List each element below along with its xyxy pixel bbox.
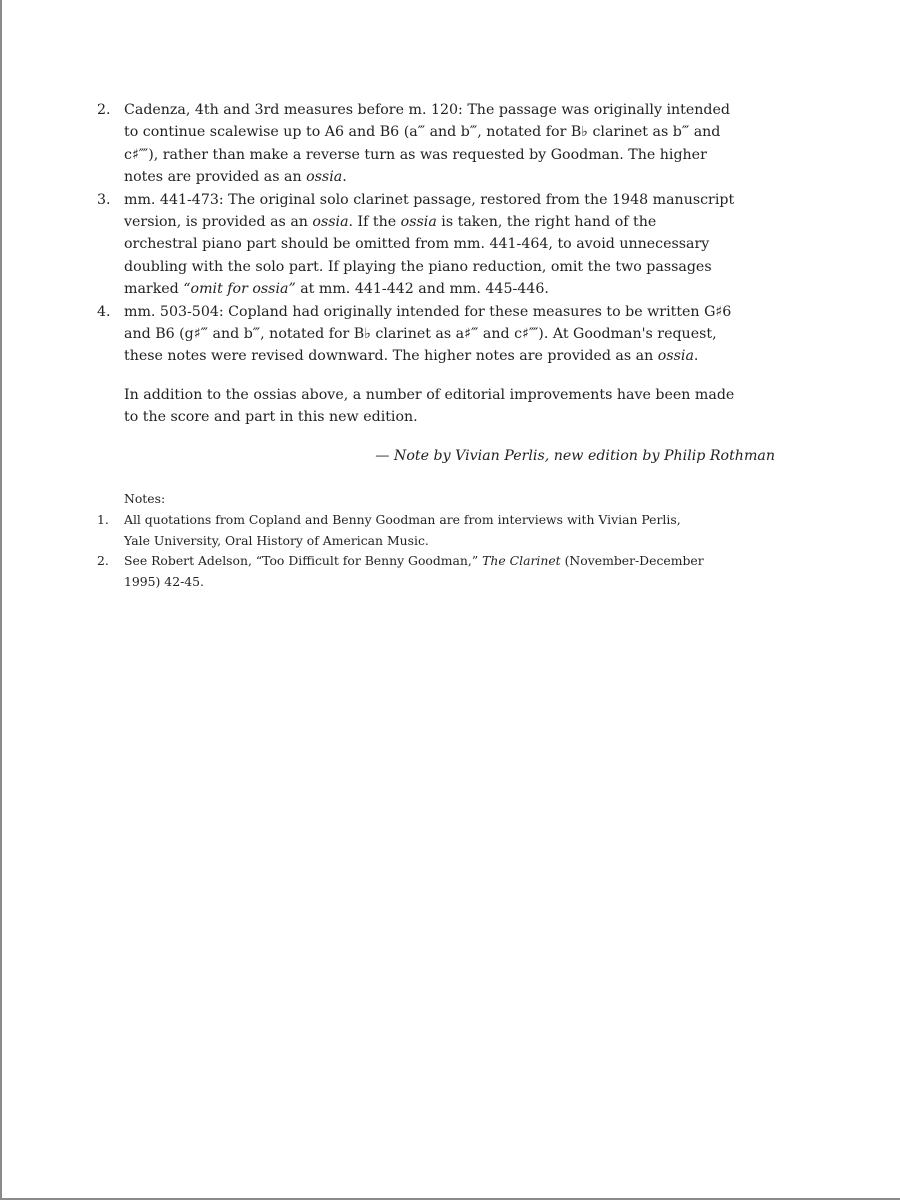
- item-text: [124, 301, 787, 368]
- text-line: 1995) 42-45.: [124, 574, 204, 590]
- text-line: All quotations from Copland and Benny Goodman are from interviews with Vivian Perlis,: [124, 511, 681, 527]
- signature-line: — Note by Vivian Perlis, new edition by Philip Rothman: [375, 447, 775, 464]
- text-line: orchestral piano part should be omitted from mm. 441-464, to avoid unnecessary: [124, 236, 710, 253]
- journal-title: The Clarinet: [482, 553, 561, 569]
- text-line: Yale University, Oral History of American Music.: [124, 532, 429, 548]
- text-fragment: See Robert Adelson, “Too Difficult for Benny Goodman,”: [124, 553, 483, 569]
- item-number: 3.: [97, 191, 111, 208]
- footnote-text: [124, 510, 787, 552]
- punctuation: .: [342, 169, 347, 186]
- text-line: mm. 441-473: The original solo clarinet passage, restored from the 1948 manuscript: [124, 191, 735, 208]
- text-line: mm. 503-504: Copland had originally intended for these measures to be written G♯6: [124, 303, 732, 320]
- spacer: [97, 467, 787, 489]
- text-line: [124, 278, 787, 300]
- text-fragment: these notes were revised downward. The higher notes are provided as an: [124, 348, 658, 365]
- italic-term: ossia: [657, 348, 694, 365]
- spacer: [97, 368, 787, 384]
- text-fragment: marked: [124, 281, 184, 298]
- text-line: Cadenza, 4th and 3rd measures before m. 120: The passage was originally intended: [124, 102, 730, 118]
- text-line: c♯⁗), rather than make a reverse turn as was requested by Goodman. The higher: [124, 146, 707, 163]
- text-line: In addition to the ossias above, a number of editorial improvements have been made: [124, 386, 735, 403]
- ossia-note-item: [97, 99, 787, 189]
- text-line: [124, 211, 787, 233]
- text-line: doubling with the solo part. If playing the piano reduction, omit the two passages: [124, 258, 712, 275]
- item-text: [124, 189, 787, 301]
- footnotes-heading: Notes:: [124, 491, 166, 507]
- text-fragment: is taken, the right hand of the: [436, 214, 657, 231]
- ossia-note-item: [97, 301, 787, 368]
- spacer: [97, 429, 787, 445]
- text-line: [124, 345, 787, 367]
- italic-term: ossia: [400, 214, 437, 231]
- footnote-text: [124, 551, 787, 593]
- ossia-note-item: [97, 189, 787, 301]
- text-line: [124, 166, 787, 188]
- editorial-paragraph: [124, 384, 787, 429]
- item-text: [124, 99, 787, 189]
- text-line: [124, 551, 787, 572]
- footnote-item: [97, 551, 787, 593]
- text-fragment: version, is provided as an: [124, 214, 313, 231]
- document-body: [97, 99, 787, 593]
- italic-term: ossia: [312, 214, 349, 231]
- footnotes-section: [97, 489, 787, 593]
- footnote-number: 2.: [97, 553, 109, 569]
- text-line: to the score and part in this new edition.: [124, 409, 418, 426]
- text-fragment: at mm. 441-442 and mm. 445-446.: [295, 281, 549, 298]
- text-fragment: (November-December: [560, 553, 704, 569]
- footnote-number: 1.: [97, 511, 109, 527]
- footnote-item: [97, 510, 787, 552]
- item-number: 2.: [97, 102, 111, 118]
- punctuation: .: [693, 348, 699, 365]
- italic-term: “omit for ossia”: [183, 281, 296, 298]
- italic-term: ossia: [306, 169, 343, 186]
- item-number: 4.: [97, 303, 111, 320]
- text-line: and B6 (g♯‴ and b‴, notated for B♭ clarinet as a♯‴ and c♯⁗). At Goodman's request,: [124, 326, 717, 343]
- text-fragment: notes are provided as an: [124, 169, 307, 186]
- text-fragment: . If the: [348, 214, 401, 231]
- text-line: to continue scalewise up to A6 and B6 (a‴ and b‴, notated for B♭ clarinet as b‴ and: [124, 124, 721, 141]
